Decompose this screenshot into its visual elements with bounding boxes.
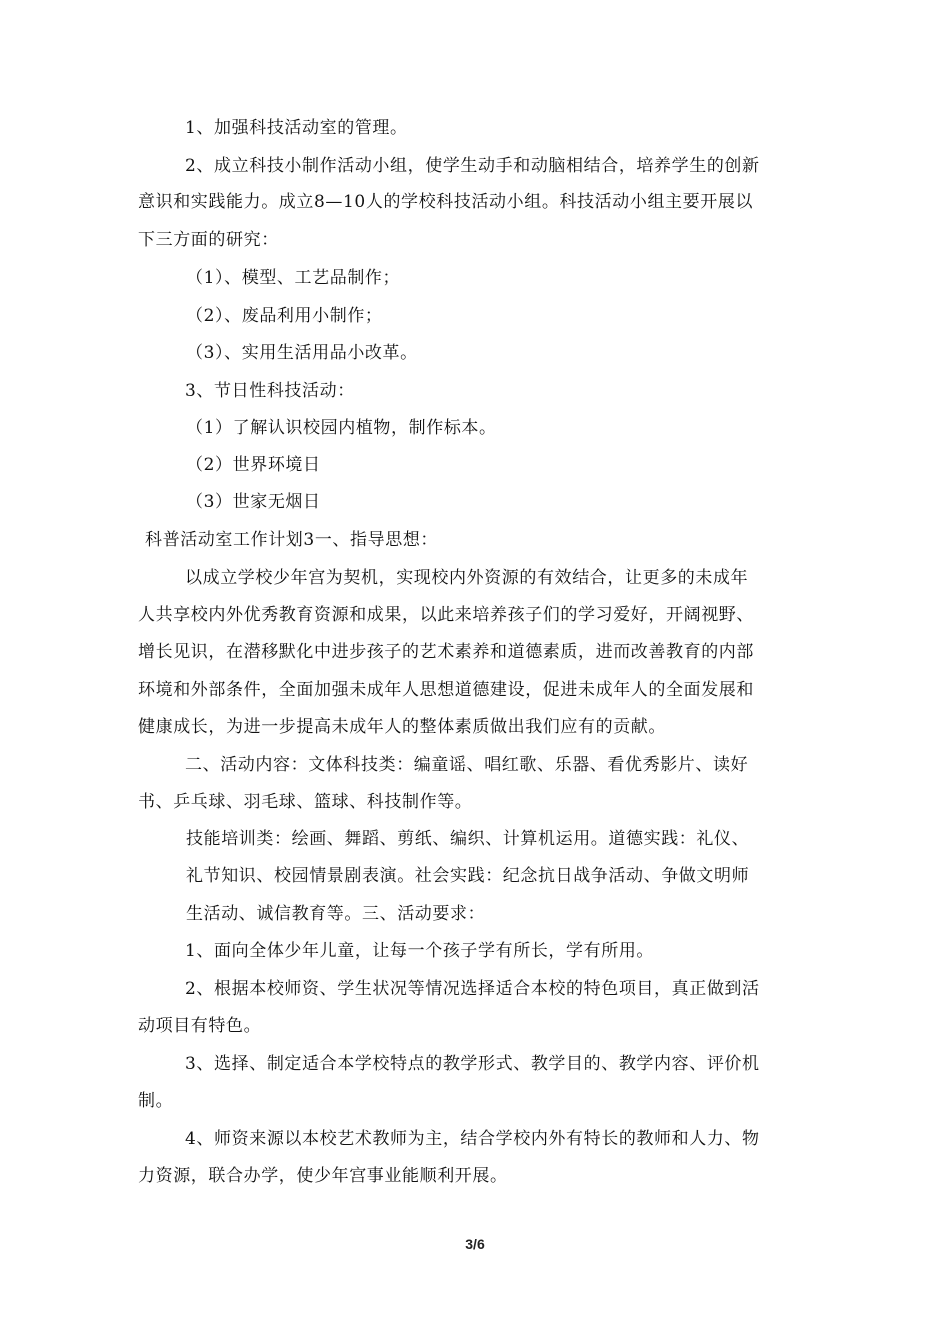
- text-line: 1、加强科技活动室的管理。: [185, 118, 408, 138]
- section-heading: 科普活动室工作计划3一、指导思想：: [145, 530, 439, 550]
- text-line: 人共享校内外优秀教育资源和成果，以此来培养孩子们的学习爱好，开阔视野、: [138, 605, 754, 625]
- text-line: （1）了解认识校园内植物，制作标本。: [186, 418, 497, 438]
- text-line: 2、根据本校师资、学生状况等情况选择适合本校的特色项目，真正做到活: [185, 979, 760, 999]
- text-line: 力资源，联合办学，使少年宫事业能顺利开展。: [138, 1166, 508, 1186]
- text-line: 1、面向全体少年儿童，让每一个孩子学有所长，学有所用。: [185, 941, 655, 961]
- text-line: （1）、模型、工艺品制作；: [186, 268, 401, 288]
- text-line: 3、选择、制定适合本学校特点的教学形式、教学目的、教学内容、评价机: [185, 1054, 760, 1074]
- text-line: 意识和实践能力。成立8—10人的学校科技活动小组。科技活动小组主要开展以: [138, 192, 754, 212]
- text-line: 4、师资来源以本校艺术教师为主，结合学校内外有特长的教师和人力、物: [185, 1129, 760, 1149]
- text-line: （3）、实用生活用品小改革。: [186, 343, 418, 363]
- page-number: 3/6: [465, 1236, 485, 1252]
- text-line: 增长见识，在潜移默化中进步孩子的艺术素养和道德素质，进而改善教育的内部: [138, 642, 754, 662]
- text-line: 动项目有特色。: [138, 1016, 262, 1036]
- text-line: 二、活动内容：文体科技类：编童谣、唱红歌、乐器、看优秀影片、读好: [185, 755, 749, 775]
- text-line: 书、乒乓球、羽毛球、篮球、科技制作等。: [138, 792, 473, 812]
- text-line: 以成立学校少年宫为契机，实现校内外资源的有效结合，让更多的未成年: [185, 568, 749, 588]
- text-line: 环境和外部条件，全面加强未成年人思想道德建设，促进未成年人的全面发展和: [138, 680, 754, 700]
- text-line: 2、成立科技小制作活动小组，使学生动手和动脑相结合，培养学生的创新: [185, 156, 760, 176]
- text-line: 生活动、诚信教育等。三、活动要求：: [186, 904, 486, 924]
- text-line: 技能培训类：绘画、舞蹈、剪纸、编织、计算机运用。道德实践：礼仪、: [186, 829, 750, 849]
- text-line: 健康成长，为进一步提高未成年人的整体素质做出我们应有的贡献。: [138, 717, 666, 737]
- text-line: 下三方面的研究：: [138, 230, 279, 250]
- text-line: 制。: [138, 1091, 174, 1111]
- text-line: （2）世界环境日: [186, 455, 321, 475]
- text-line: （3）世家无烟日: [186, 492, 321, 512]
- text-line: 3、节日性科技活动：: [185, 381, 355, 401]
- text-line: 礼节知识、校园情景剧表演。社会实践：纪念抗日战争活动、争做文明师: [186, 866, 750, 886]
- text-line: （2）、废品利用小制作；: [186, 306, 383, 326]
